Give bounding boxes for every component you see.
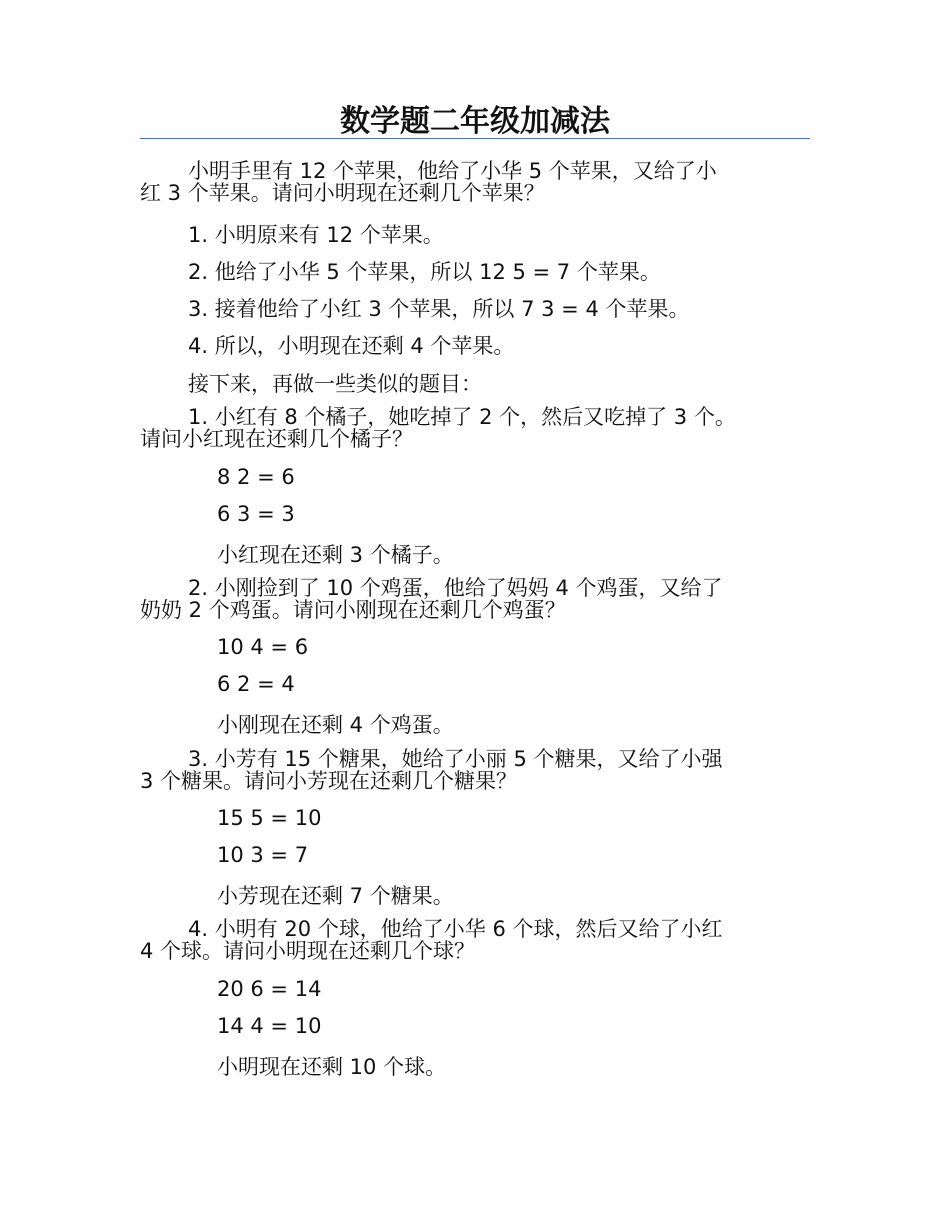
- intro-problem-line2: 红 3 个苹果。请问小明现在还剩几个苹果？: [140, 181, 545, 205]
- page-title: 数学题二年级加减法: [340, 104, 610, 139]
- problem-4-answer: 小明现在还剩 10 个球。: [217, 1055, 447, 1079]
- problem-1-calc-1: 8 2 = 6: [217, 465, 295, 489]
- problem-3-line2: 3 个糖果。请问小芳现在还剩几个糖果？: [140, 769, 518, 793]
- problem-2-line2: 奶奶 2 个鸡蛋。请问小刚现在还剩几个鸡蛋？: [140, 598, 566, 622]
- problem-3: [140, 748, 810, 792]
- problem-2-answer: 小刚现在还剩 4 个鸡蛋。: [217, 713, 454, 737]
- problem-3-calc-1: 15 5 = 10: [217, 806, 322, 830]
- problem-4-calc-2: 14 4 = 10: [217, 1014, 322, 1038]
- problem-3-answer: 小芳现在还剩 7 个糖果。: [217, 884, 454, 908]
- problem-1-calc-2: 6 3 = 3: [217, 502, 295, 526]
- problem-2-calc-2: 6 2 = 4: [217, 672, 295, 696]
- problem-1: [140, 406, 810, 450]
- problem-1-line2: 请问小红现在还剩几个橘子？: [140, 427, 413, 451]
- next-heading: 接下来，再做一些类似的题目：: [188, 372, 482, 396]
- problem-4: [140, 918, 810, 962]
- intro-problem-line1: 小明手里有 12 个苹果，他给了小华 5 个苹果，又给了小: [188, 159, 717, 183]
- intro-step-3: 3. 接着他给了小红 3 个苹果，所以 7 3 = 4 个苹果。: [188, 297, 690, 321]
- intro-problem: [140, 160, 810, 204]
- problem-4-line1: 4. 小明有 20 个球，他给了小华 6 个球，然后又给了小红: [188, 917, 723, 941]
- intro-step-2: 2. 他给了小华 5 个苹果，所以 12 5 = 7 个苹果。: [188, 260, 661, 284]
- problem-4-calc-1: 20 6 = 14: [217, 977, 322, 1001]
- problem-1-line1: 1. 小红有 8 个橘子，她吃掉了 2 个，然后又吃掉了 3 个。: [188, 405, 736, 429]
- problem-3-line1: 3. 小芳有 15 个糖果，她给了小丽 5 个糖果，又给了小强: [188, 747, 723, 771]
- problem-2: [140, 577, 810, 621]
- problem-2-line1: 2. 小刚捡到了 10 个鸡蛋，他给了妈妈 4 个鸡蛋，又给了: [188, 576, 723, 600]
- problem-2-calc-1: 10 4 = 6: [217, 635, 309, 659]
- intro-step-4: 4. 所以，小明现在还剩 4 个苹果。: [188, 334, 515, 358]
- problem-3-calc-2: 10 3 = 7: [217, 843, 309, 867]
- title-underline: [140, 138, 810, 139]
- intro-step-1: 1. 小明原来有 12 个苹果。: [188, 223, 444, 247]
- problem-4-line2: 4 个球。请问小明现在还剩几个球？: [140, 939, 476, 963]
- problem-1-answer: 小红现在还剩 3 个橘子。: [217, 543, 454, 567]
